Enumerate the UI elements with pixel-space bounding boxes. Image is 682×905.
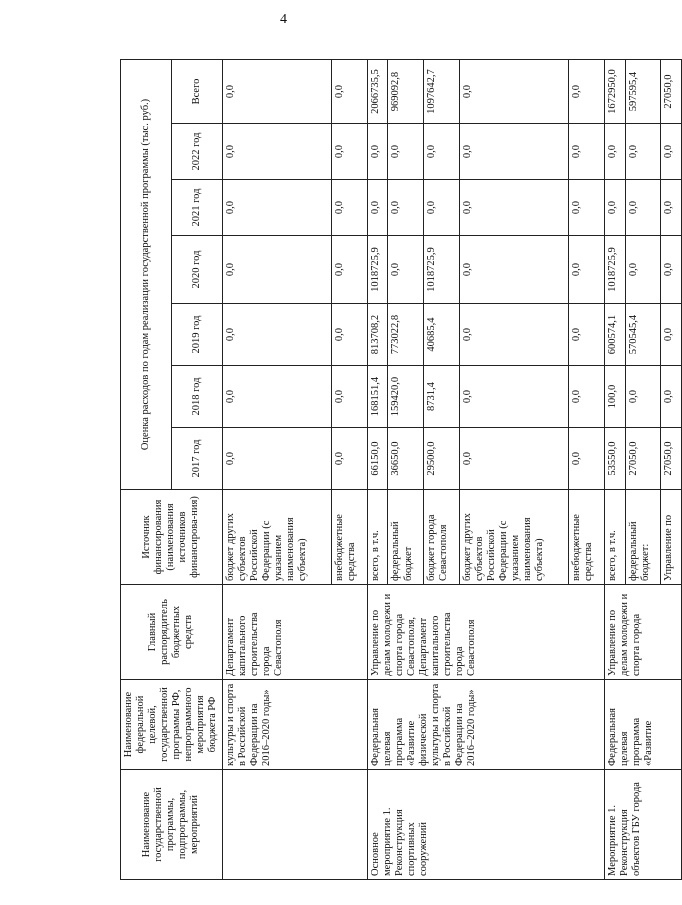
value-cell: 0,0	[661, 180, 682, 236]
source-cell: внебюджетные средства	[569, 490, 605, 585]
year-header: 2021 год	[171, 180, 222, 236]
value-cell: 0,0	[604, 180, 625, 236]
budget-table	[120, 59, 682, 880]
header-col2: Наименование федеральной целевой, государственной программы РФ, непрограммного мероприятия бюджета РФ	[121, 680, 223, 770]
value-cell: 1018725,9	[604, 236, 625, 304]
value-cell: 66150,0	[367, 428, 388, 490]
value-cell: 0,0	[625, 124, 661, 180]
value-cell: 159420,0	[388, 366, 424, 428]
source-cell: федеральный бюджет:	[625, 490, 661, 585]
value-cell: 0,0	[625, 366, 661, 428]
value-cell: 53550,0	[604, 428, 625, 490]
total-cell: 1672950,0	[604, 59, 625, 123]
value-cell: 0,0	[222, 366, 331, 428]
value-cell: 1018725,9	[424, 236, 460, 304]
manager-cell: Департамент капитального строительства города Севастополя	[222, 585, 367, 680]
header-row-1	[121, 59, 172, 879]
value-cell: 0,0	[222, 236, 331, 304]
value-cell: 0,0	[569, 428, 605, 490]
value-cell: 0,0	[222, 180, 331, 236]
header-col4: Источник финансирования (наименования источников финансирова-ния)	[121, 490, 223, 585]
program-name-cell	[222, 770, 367, 880]
year-header: 2022 год	[171, 124, 222, 180]
value-cell: 0,0	[222, 304, 331, 366]
manager-cell: Управление по делам молодежи и спорта города	[604, 585, 682, 680]
program-name-cell: Основное мероприятие 1. Реконструкция спортивных сооружений	[367, 770, 604, 880]
value-cell: 570545,4	[625, 304, 661, 366]
source-cell: федеральный бюджет	[388, 490, 424, 585]
source-cell: бюджет других субъектов Российской Федерации (с указанием наименования субъекта)	[222, 490, 331, 585]
total-cell: 0,0	[569, 59, 605, 123]
value-cell: 0,0	[661, 304, 682, 366]
value-cell: 0,0	[661, 124, 682, 180]
value-cell: 0,0	[331, 236, 367, 304]
value-cell: 0,0	[222, 428, 331, 490]
year-header: 2020 год	[171, 236, 222, 304]
total-cell: 0,0	[459, 59, 568, 123]
value-cell: 0,0	[569, 304, 605, 366]
total-cell: 0,0	[222, 59, 331, 123]
value-cell: 0,0	[222, 124, 331, 180]
value-cell: 0,0	[331, 124, 367, 180]
source-cell: всего, в т.ч.	[367, 490, 388, 585]
value-cell: 0,0	[367, 124, 388, 180]
header-col1: Наименование государственной программы, подпрограммы, мероприятий	[121, 770, 223, 880]
header-col3: Главный распорядитель бюджетных средств	[121, 585, 223, 680]
value-cell: 0,0	[569, 180, 605, 236]
value-cell: 27050,0	[661, 428, 682, 490]
value-cell: 0,0	[569, 366, 605, 428]
value-cell: 0,0	[459, 366, 568, 428]
federal-program-cell: культуры и спорта в Российской Федерации на 2016–2020 годы»	[222, 680, 367, 770]
year-header: 2018 год	[171, 366, 222, 428]
table-row	[222, 59, 331, 879]
value-cell: 0,0	[625, 180, 661, 236]
value-cell: 0,0	[459, 124, 568, 180]
value-cell: 0,0	[625, 236, 661, 304]
program-name-cell: Мероприятие 1. Реконструкция объектов ГБУ города	[604, 770, 682, 880]
source-cell: бюджет других субъектов Российской Федерации (с указанием наименования субъекта)	[459, 490, 568, 585]
value-cell: 0,0	[331, 180, 367, 236]
source-cell: внебюджетные средства	[331, 490, 367, 585]
year-header: 2019 год	[171, 304, 222, 366]
rotated-page	[120, 60, 675, 880]
value-cell: 0,0	[459, 180, 568, 236]
value-cell: 0,0	[388, 124, 424, 180]
value-cell: 0,0	[331, 366, 367, 428]
page-number: 4	[280, 12, 287, 27]
manager-cell: Управление по делам молодежи и спорта города Севастополя, Департамент капитального строительства города Севастополя	[367, 585, 604, 680]
value-cell: 0,0	[388, 180, 424, 236]
value-cell: 600574,1	[604, 304, 625, 366]
value-cell: 168151,4	[367, 366, 388, 428]
value-cell: 100,0	[604, 366, 625, 428]
total-cell: 1097642,7	[424, 59, 460, 123]
value-cell: 0,0	[459, 236, 568, 304]
value-cell: 0,0	[459, 428, 568, 490]
total-cell: 0,0	[331, 59, 367, 123]
value-cell: 773022,8	[388, 304, 424, 366]
value-cell: 8731,4	[424, 366, 460, 428]
value-cell: 0,0	[569, 124, 605, 180]
value-cell: 0,0	[604, 124, 625, 180]
value-cell: 0,0	[331, 428, 367, 490]
value-cell: 40685,4	[424, 304, 460, 366]
source-cell: Управление по	[661, 490, 682, 585]
value-cell: 0,0	[661, 366, 682, 428]
value-cell: 0,0	[424, 180, 460, 236]
header-estimate: Оценка расходов по годам реализации государственной программы (тыс. руб.)	[121, 59, 172, 489]
federal-program-cell: Федеральная целевая программа «Развитие физической культуры и спорта в Российской Федерации на 2016–2020 годы»	[367, 680, 604, 770]
value-cell: 0,0	[424, 124, 460, 180]
total-cell: 597595,4	[625, 59, 661, 123]
value-cell: 36650,0	[388, 428, 424, 490]
value-cell: 0,0	[331, 304, 367, 366]
total-cell: 969092,8	[388, 59, 424, 123]
federal-program-cell: Федеральная целевая программа «Развитие	[604, 680, 682, 770]
value-cell: 0,0	[459, 304, 568, 366]
table-row	[367, 59, 388, 879]
source-cell: бюджет города Севастополя	[424, 490, 460, 585]
value-cell: 29500,0	[424, 428, 460, 490]
year-header: 2017 год	[171, 428, 222, 490]
value-cell: 0,0	[388, 236, 424, 304]
value-cell: 813708,2	[367, 304, 388, 366]
total-cell: 27050,0	[661, 59, 682, 123]
total-header: Всего	[171, 59, 222, 123]
value-cell: 0,0	[367, 180, 388, 236]
total-cell: 2066735,5	[367, 59, 388, 123]
value-cell: 1018725,9	[367, 236, 388, 304]
value-cell: 0,0	[661, 236, 682, 304]
value-cell: 0,0	[569, 236, 605, 304]
table-row	[604, 59, 625, 879]
value-cell: 27050,0	[625, 428, 661, 490]
source-cell: всего, в т.ч.	[604, 490, 625, 585]
